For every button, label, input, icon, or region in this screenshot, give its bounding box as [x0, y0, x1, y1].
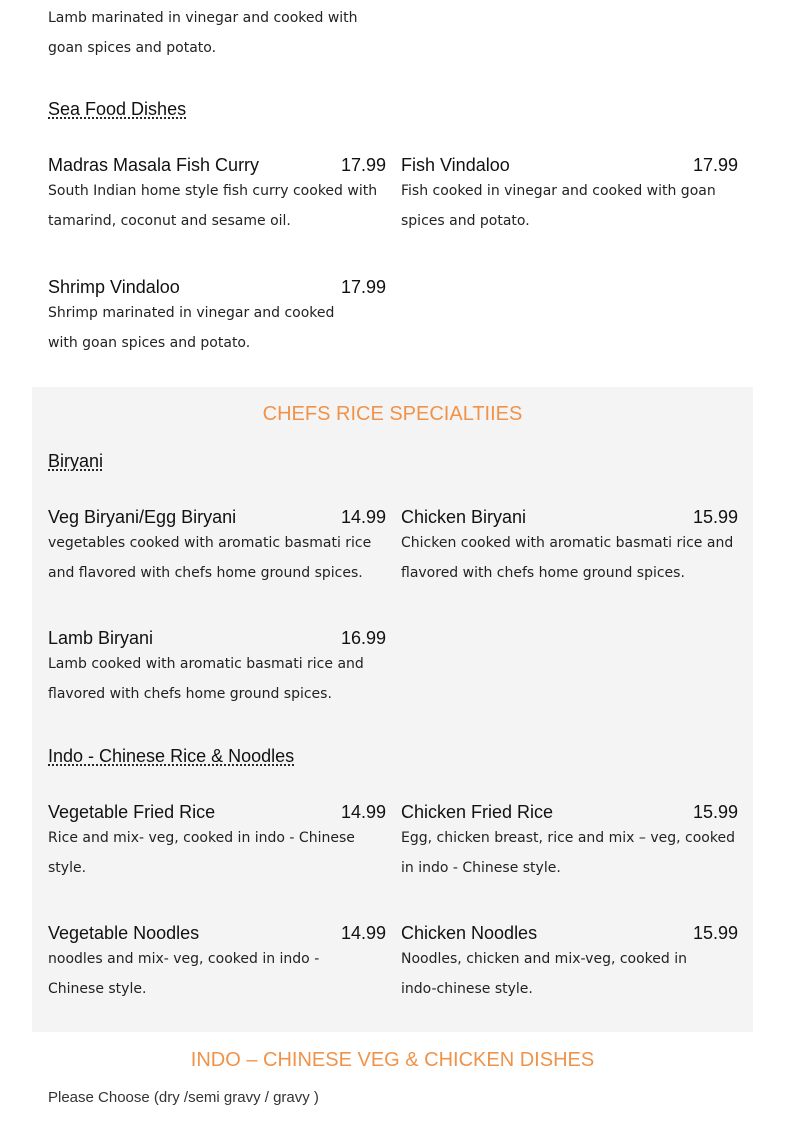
menu-item-price: 14.99	[341, 923, 387, 943]
menu-item-price: 17.99	[341, 155, 387, 175]
menu-item-description: noodles and mix- veg, cooked in indo - Chinese style.	[48, 951, 320, 997]
menu-item-price: 14.99	[341, 802, 387, 822]
menu-item-price: 15.99	[693, 802, 739, 822]
menu-item-description: Chicken cooked with aromatic basmati rice and flavored with chefs home ground spices.	[401, 535, 734, 581]
menu-item-name: Lamb Biryani	[48, 628, 154, 648]
menu-item-description: Lamb cooked with aromatic basmati rice and flavored with chefs home ground spices.	[48, 656, 364, 702]
section-title-indo-chinese-dishes: INDO – CHINESE VEG & CHICKEN DISHES	[190, 1049, 595, 1071]
menu-item-price: 17.99	[341, 277, 387, 297]
menu-item-name: Fish Vindaloo	[401, 155, 510, 175]
menu-item-name: Vegetable Noodles	[48, 923, 200, 943]
menu-item-name: Chicken Fried Rice	[401, 802, 554, 822]
menu-item-description: Lamb marinated in vinegar and cooked with goan spices and potato.	[48, 10, 358, 56]
subsection-heading-seafood: Sea Food Dishes	[48, 99, 187, 119]
menu-item-price: 15.99	[693, 923, 739, 943]
gravy-choice-note: Please Choose (dry /semi gravy / gravy )	[48, 1089, 319, 1106]
menu-item-description: Shrimp marinated in vinegar and cooked with goan spices and potato.	[48, 305, 335, 351]
menu-item-description: Fish cooked in vinegar and cooked with goan spices and potato.	[401, 183, 716, 229]
menu-item-description: Egg, chicken breast, rice and mix – veg, cooked in indo - Chinese style.	[401, 830, 735, 876]
menu-item-description: vegetables cooked with aromatic basmati rice and flavored with chefs home ground spices.	[48, 535, 372, 581]
section-title-rice-specialties: CHEFS RICE SPECIALTIIES	[262, 403, 523, 425]
subsection-heading-biryani: Biryani	[48, 451, 104, 471]
menu-item-name: Shrimp Vindaloo	[48, 277, 180, 297]
menu-item-name: Veg Biryani/Egg Biryani	[48, 507, 237, 527]
menu-item-price: 16.99	[341, 628, 387, 648]
menu-item-price: 14.99	[341, 507, 387, 527]
menu-item-name: Chicken Noodles	[401, 923, 538, 943]
menu-item-name: Chicken Biryani	[401, 507, 527, 527]
menu-item-description: Rice and mix- veg, cooked in indo - Chinese style.	[48, 830, 355, 876]
subsection-heading-indo-chinese: Indo - Chinese Rice & Noodles	[48, 746, 295, 766]
menu-item-description: South Indian home style fish curry cooked with tamarind, coconut and sesame oil.	[48, 183, 378, 229]
menu-item-name: Vegetable Fried Rice	[48, 802, 216, 822]
menu-item-name: Madras Masala Fish Curry	[48, 155, 260, 175]
menu-item-description: Noodles, chicken and mix-veg, cooked in indo-chinese style.	[401, 951, 688, 997]
menu-item-price: 17.99	[693, 155, 739, 175]
menu-item-price: 15.99	[693, 507, 739, 527]
